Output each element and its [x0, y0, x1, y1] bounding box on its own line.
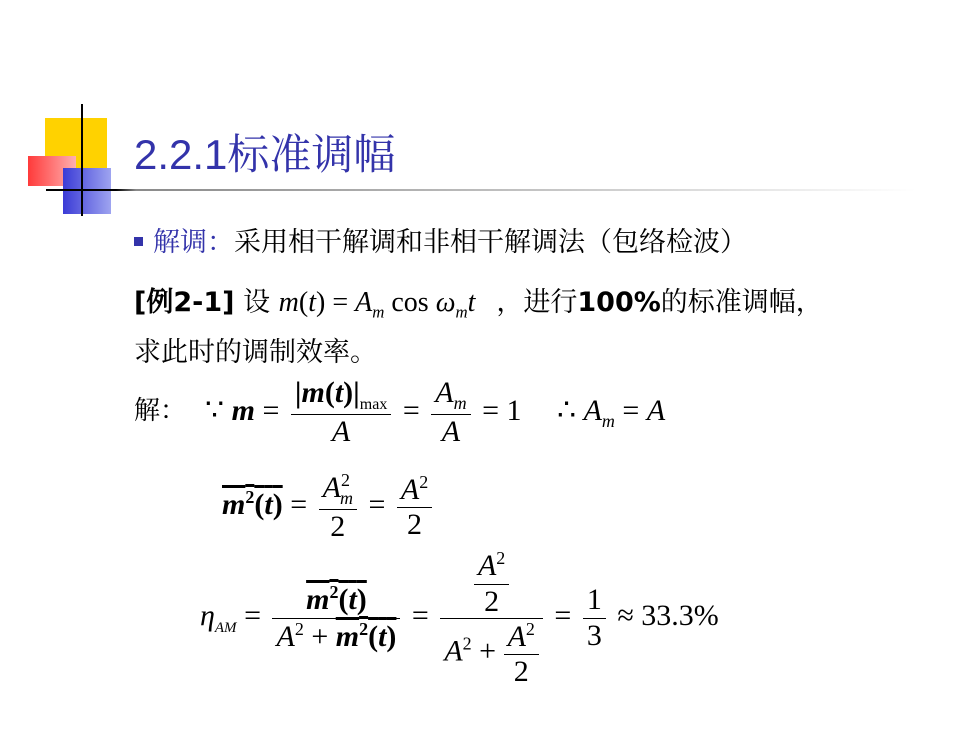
- example-line-2: 求此时的调制效率。: [134, 337, 377, 368]
- decor-blue-square: [63, 168, 111, 214]
- bullet-keyword: 解调：: [153, 227, 234, 258]
- equation-3: $\eta_{AM}$ = $\frac{m^2(t)}{A^2 + m^2(t)}$ = $\frac{A^2}{2}$ $A^2$ + $\frac{A^2}{2}$ = $\frac{1}{3}$ ≈ 33.3%: [200, 548, 719, 688]
- eq1-fraction-1: $\frac{|m(t)|_{max}}{A}$: [291, 376, 391, 450]
- example-set: 设: [243, 287, 271, 318]
- example-line-1: [134, 280, 823, 323]
- equation-1: ∵ m = $\frac{|m(t)|_{max}}{A}$ = $\frac{A_m}{A}$ = 1 ∴ $A_m = A$: [205, 376, 666, 449]
- slide-title: 2.2.1标准调幅: [134, 131, 396, 178]
- eq1-fraction-2: $\frac{A_m}{A}$: [431, 376, 470, 449]
- equation-2: $m^2(t)$ = $\frac{A^2_m}{2}$ = $\frac{A^2}{2}$: [222, 470, 436, 544]
- title-underline: [46, 189, 916, 191]
- example-percent: 100%: [577, 287, 661, 318]
- decor-vertical-line: [81, 104, 83, 216]
- solution-label: 解：: [134, 396, 187, 426]
- example-tag: [例2-1]: [134, 287, 235, 318]
- eq2-fraction-2: $\frac{A^2}{2}$: [397, 472, 432, 543]
- example-end-text: 的标准调幅，: [660, 287, 823, 318]
- example-formula: $m(t) = A_m$ $\cos \omega_mt$: [278, 287, 476, 322]
- example-mid-text: ，进行: [496, 287, 578, 318]
- bullet-square-icon: [134, 237, 143, 246]
- eq3-fraction-2: $\frac{A^2}{2}$ $A^2$ + $\frac{A^2}{2}$: [440, 548, 543, 688]
- eq3-fraction-1: $\frac{m^2(t)}{A^2 + m^2(t)}$: [272, 582, 400, 654]
- eq2-fraction-1: $\frac{A^2_m}{2}$: [319, 470, 357, 544]
- bullet-demodulation: [134, 220, 747, 259]
- bullet-text: 采用相干解调和非相干解调法（包络检波）: [234, 227, 747, 258]
- eq3-fraction-3: $\frac{1}{3}$: [583, 583, 606, 653]
